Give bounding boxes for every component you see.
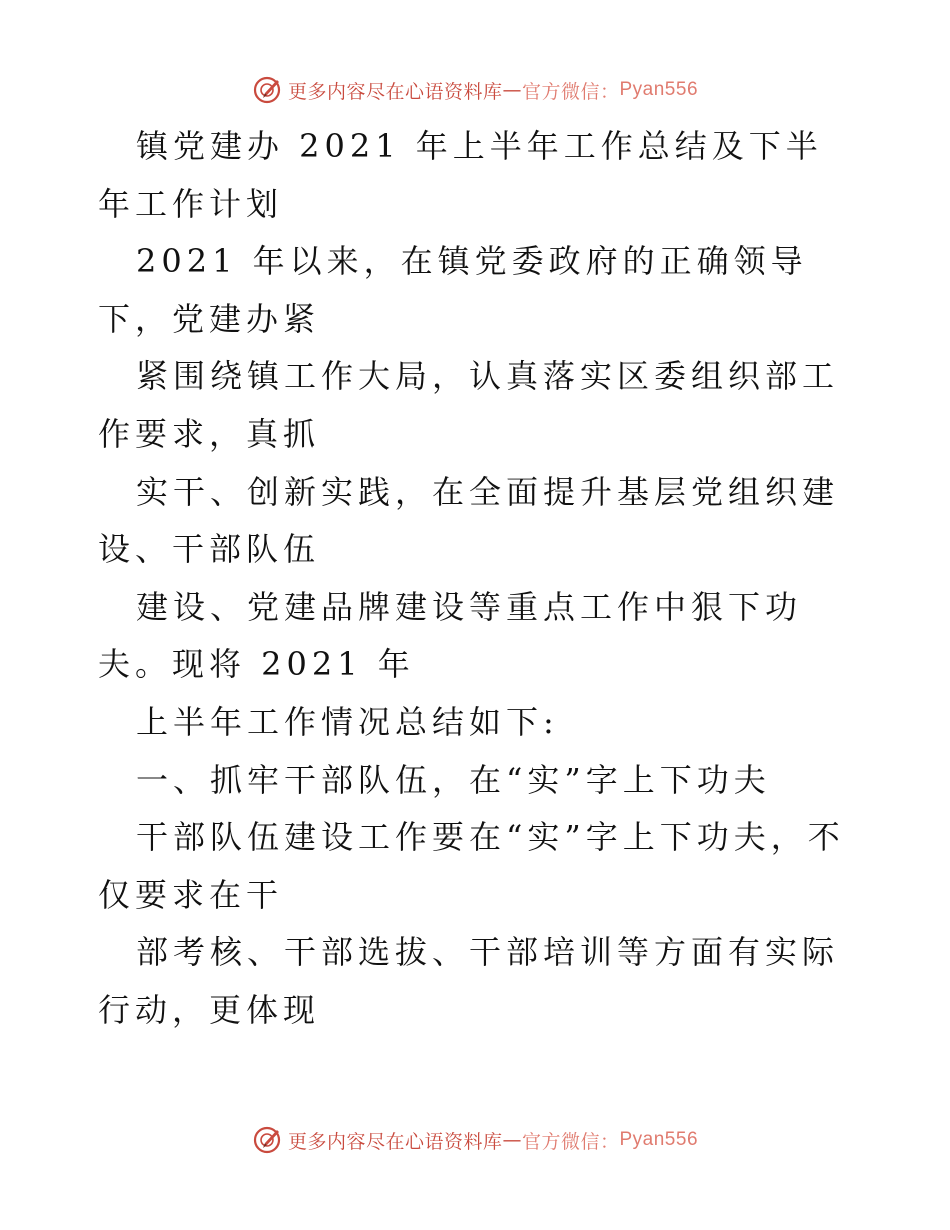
watermark-text: 更多内容尽在心语资料库 xyxy=(287,1130,503,1153)
watermark-contact-handle: Pyan556 xyxy=(619,1129,699,1150)
watermark-contact-handle: Pyan556 xyxy=(619,79,699,100)
watermark-contact-label: 官方微信： xyxy=(521,1130,620,1153)
document-paragraph: 紧围绕镇工作大局，认真落实区委组织部工作要求，真抓 xyxy=(98,357,840,453)
watermark-contact-label: 官方微信： xyxy=(521,80,620,103)
document-paragraph: 干部队伍建设工作要在“实”字上下功夫，不仅要求在干 xyxy=(98,818,845,914)
pen-logo-icon xyxy=(252,1125,282,1155)
header-watermark xyxy=(0,70,950,110)
watermark-text: 更多内容尽在心语资料库 xyxy=(287,80,503,103)
document-body xyxy=(98,118,858,1040)
document-paragraph: 上半年工作情况总结如下: xyxy=(136,702,559,741)
document-paragraph: 一、抓牢干部队伍，在“实”字上下功夫 xyxy=(136,760,771,799)
document-paragraph: 部考核、干部选拔、干部培训等方面有实际行动，更体现 xyxy=(98,933,840,1029)
pen-logo-icon xyxy=(252,75,282,105)
watermark-separator: — xyxy=(502,79,522,101)
footer-watermark xyxy=(0,1120,950,1160)
document-paragraph: 2021 年以来，在镇党委政府的正确领导下，党建办紧 xyxy=(98,242,808,338)
document-paragraph: 建设、党建品牌建设等重点工作中狠下功夫。现将 2021 年 xyxy=(98,587,803,684)
document-paragraph: 镇党建办 2021 年上半年工作总结及下半年工作计划 xyxy=(98,127,823,223)
document-paragraph: 实干、创新实践，在全面提升基层党组织建设、干部队伍 xyxy=(98,472,840,569)
watermark-separator: — xyxy=(502,1129,522,1151)
